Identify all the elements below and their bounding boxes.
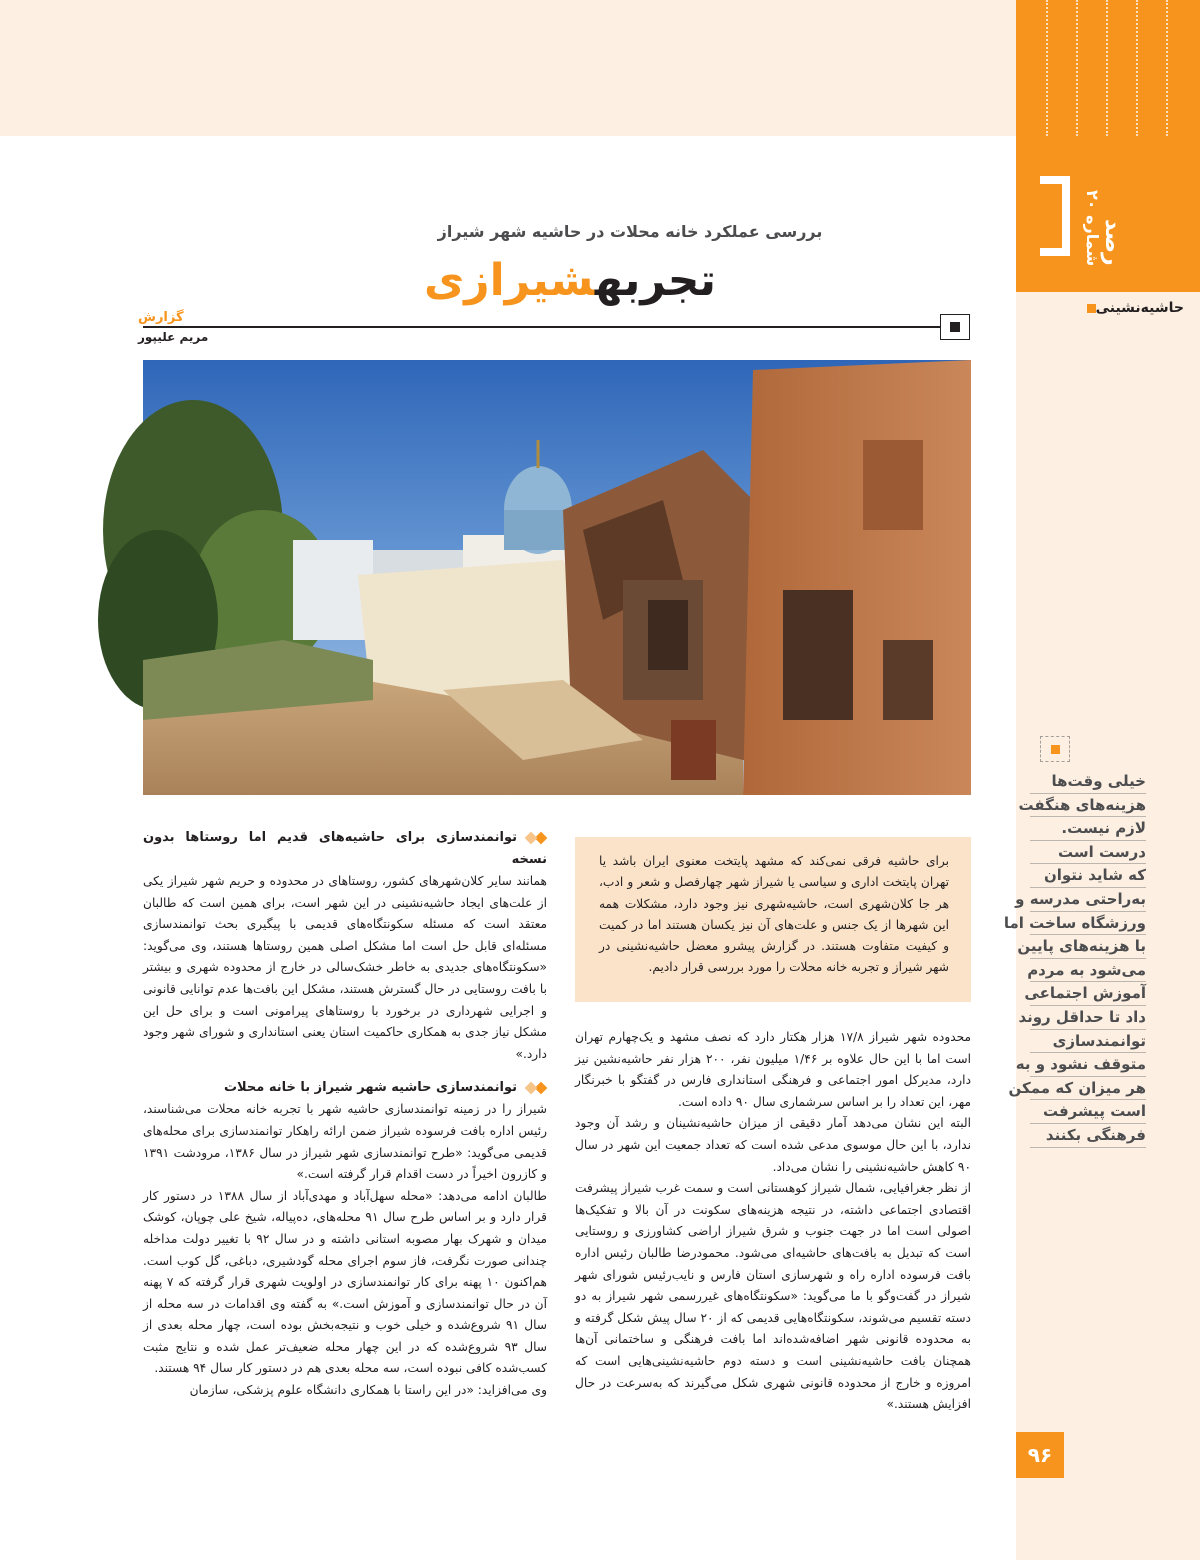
pullquote-line: درست است bbox=[1030, 841, 1146, 865]
pullquote bbox=[1003, 770, 1146, 1148]
paragraph: از نظر جغرافیایی، شمال شیراز کوهستانی است و سمت غرب شیراز پیشرفت اقتصادی اجتماعی داشته، در نتیجه هزینه‌های سکونت در آن بالا و تفکیک‌ها اصولی است اما در جهت جنوب و شرق شیراز اراضی کشاورزی و روستایی است که تبدیل به بافت‌های حاشیه‌ای می‌شود. محمودرضا طالبان رئیس اداره بافت فرسوده اداره راه و شهرسازی استان فارس و نایب‌رئیس شورای شهر شیراز در گفت‌وگو با ما می‌گوید: «سکونتگاه‌های غیررسمی شهر شیراز به دو دسته تقسیم می‌شوند، سکونتگاه‌هایی قدیمی که از ۲۰ سال پیش شکل گرفته و به محدوده قانونی شهر اضافه‌شده‌اند اما بافت فرهنگی و ساختمانی آن‌ها همچنان بافت حاشیه‌نشینی است و دسته دوم حاشیه‌نشینی‌هایی است که امروزه و خارج از محدوده قانونی شهری شکل می‌گیرند که به‌سرعت در حال افزایش هستند.» bbox=[575, 1181, 971, 1412]
article-lead: برای حاشیه فرقی نمی‌کند که مشهد پایتخت معنوی ایران باشد یا تهران پایتخت اداری و سیاسی یا شیراز شهر چهارفصل و شعر و ادب، هر جا کلان‌شهری است، حاشیه‌شهری نیز وجود دارد، مشکلات همه این شهرها از یک جنس و علت‌های آن نیز یکسان هستند اما در کمیت و کیفیت متفاوت هستند. در گزارش پیشرو معضل حاشیه‌نشینی در شهر شیراز و تجربه خانه محلات را مورد بررسی قرار دادیم. bbox=[575, 837, 971, 1002]
paragraph: طالبان ادامه می‌دهد: «محله سهل‌آباد و مهدی‌آباد از سال ۱۳۸۸ در دستور کار قرار دارد و بر اساس طرح سال ۹۱ محله‌های، ده‌پیاله، شیخ علی چوپان، کوشک میدان و شهرک بهار مصوبه استانی داشته و در سال ۹۲ با تغییر دولت مداخله چندانی صورت نگرفت، فاز سوم اجرای محله گودشیری، دباغی، گل کوب است. هم‌اکنون ۱۰ پهنه برای کار توانمندسازی در اولویت شهری قرار گرفته که ۷ پهنه آن در حال توانمندسازی و آموزش است.» به گفته وی اقدامات در سه محله از سال ۹۱ شروع‌شده و خیلی خوب و نتیجه‌بخش بوده است، چهار محله بعدی از سال ۹۳ شروع‌شده که در این چهار محله ضعیف‌تر عمل شده و نتایج مثبت کسب‌شده کافی نبوده است، سه محله بعدی هم در دستور کار سال ۹۴ هستند. bbox=[143, 1188, 547, 1376]
pullquote-line: که شاید نتوان bbox=[1030, 864, 1146, 888]
pullquote-line: فرهنگی بکنند bbox=[1030, 1124, 1146, 1148]
paragraph: شیراز را در زمینه توانمندسازی حاشیه شهر با تجربه خانه محلات می‌شناسند، رئیس اداره بافت فرسوده شیراز ضمن ارائه راهکار توانمندسازی برای محله‌های قدیمی می‌گوید: «طرح توانمندسازی شهر شیراز در سال ۱۳۸۶، مرودشت ۱۳۹۱ و کازرون اخیراً در دست اقدام قرار گرفته است.» bbox=[143, 1102, 547, 1182]
pullquote-line: خیلی وقت‌ها bbox=[1030, 770, 1146, 794]
pullquote-line: داد تا حداقل روند bbox=[1030, 1006, 1146, 1030]
magazine-issue: شماره ۲۰ bbox=[1083, 189, 1102, 266]
pullquote-marker-icon bbox=[1040, 736, 1070, 762]
pullquote-line: می‌شود به مردم bbox=[1030, 959, 1146, 983]
magazine-masthead bbox=[1082, 176, 1125, 266]
pullquote-line: هزینه‌های هنگفت bbox=[1030, 794, 1146, 818]
paragraph: محدوده شهر شیراز ۱۷/۸ هزار هکتار دارد که نصف مشهد و یک‌چهارم تهران است اما با این حال علاوه بر ۱/۴۶ میلیون نفر، ۲۰۰ هزار نفر حاشیه‌نشین نیز دارد، مدیرکل امور اجتماعی و فرهنگی استانداری فارس در گفتگو با خبرنگار مهر، این تعداد را بر اساس سرشماری سال ۹۰ داده است. bbox=[575, 1030, 971, 1109]
pullquote-line: متوقف نشود و به bbox=[1030, 1053, 1146, 1077]
magazine-logo-icon bbox=[1040, 176, 1070, 256]
title-part-2: شیرازی bbox=[423, 255, 595, 306]
pullquote-line: توانمندسازی bbox=[1030, 1030, 1146, 1054]
pullquote-line: هر میزان که ممکن bbox=[1030, 1077, 1146, 1101]
pullquote-line: ورزشگاه ساخت اما bbox=[1030, 912, 1146, 936]
article-author: مریم علیپور bbox=[138, 330, 209, 344]
pullquote-line: با هزینه‌های پایین bbox=[1030, 935, 1146, 959]
header-corner-block bbox=[1016, 0, 1200, 136]
article-photo bbox=[143, 360, 971, 795]
title-part-1: تجربه bbox=[594, 255, 716, 306]
article-column-right bbox=[575, 1027, 971, 1416]
paragraph: وی می‌افزاید: «در این راستا با همکاری دانشگاه علوم پزشکی، سازمان bbox=[189, 1383, 547, 1398]
pullquote-line: به‌راحتی مدرسه و bbox=[1030, 888, 1146, 912]
rule-end-square-icon bbox=[940, 314, 970, 340]
diamond-bullet-icon bbox=[523, 1082, 547, 1094]
subheading-text: توانمندسازی حاشیه شهر شیراز با خانه محلات bbox=[223, 1080, 517, 1096]
magazine-title: رصد bbox=[1100, 219, 1125, 266]
paragraph: البته این نشان می‌دهد آمار دقیقی از میزان حاشیه‌نشینان و رشد آن وجود ندارد، با این حال موسوی مدعی شده است که تعداد جمعیت این شهر در سال ۹۰ کاهش حاشیه‌نشینی را نشان می‌داد. bbox=[575, 1116, 971, 1174]
subheading bbox=[143, 1077, 547, 1099]
section-label: حاشیه‌نشینی bbox=[1095, 300, 1184, 316]
article-rubric: گزارش bbox=[138, 310, 184, 325]
paragraph: همانند سایر کلان‌شهرهای کشور، روستاهای در محدوده و حریم شهر شیراز یکی از علت‌های ایجاد حاشیه‌نشینی در این شهر است، برای همین است که طالبان معتقد است که مسئله سکونتگاه‌های قدیمی با پیگیری بحث توانمندسازی مسئله‌ای قابل حل است اما مشکل اصلی همین روستاها هستند، وی می‌گوید: «سکونتگاه‌های جدیدی به خاطر خشک‌سالی در خارج از محدوده شهری و بیشتر با بافت روستایی در حال گسترش هستند، مشکل این بافت‌ها عدم توانایی قانونی و اجرایی شهرداری در برخورد با روستاهای پیرامونی است و برای حل این مشکل نیاز جدی به همکاری حاکمیت استان یعنی استانداری و شورای شهر وجود دارد.» bbox=[143, 874, 547, 1061]
article-title bbox=[360, 246, 780, 316]
square-bullet-icon bbox=[1087, 304, 1096, 313]
page-number: ۹۶ bbox=[1016, 1432, 1064, 1478]
header-band bbox=[0, 0, 1016, 136]
article-kicker: بررسی عملکرد خانه محلات در حاشیه شهر شیراز bbox=[437, 222, 823, 241]
section-tag bbox=[1036, 300, 1184, 316]
diamond-bullet-icon bbox=[523, 832, 547, 844]
subheading-text: توانمندسازی برای حاشیه‌های قدیم اما روستاها بدون نسخه bbox=[143, 830, 547, 867]
pullquote-line: لازم نیست. bbox=[1030, 817, 1146, 841]
article-column-left bbox=[143, 827, 547, 1402]
pullquote-line: است پیشرفت bbox=[1030, 1100, 1146, 1124]
pullquote-line: آموزش اجتماعی bbox=[1030, 982, 1146, 1006]
subheading bbox=[143, 827, 547, 871]
header-rule bbox=[143, 326, 940, 328]
